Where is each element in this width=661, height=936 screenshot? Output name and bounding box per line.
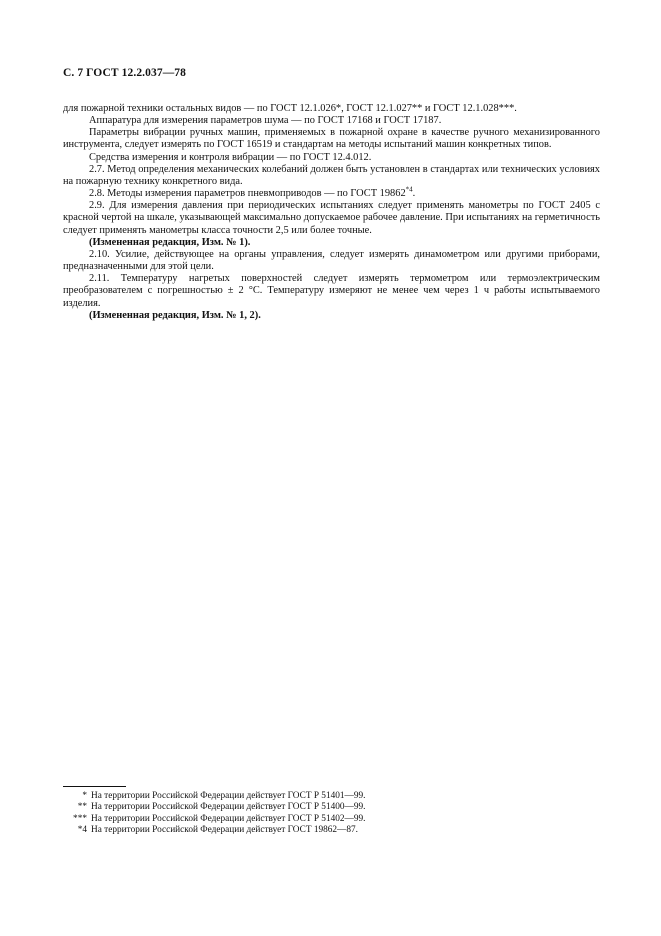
footnote-mark: *** xyxy=(73,813,87,824)
footnote-divider xyxy=(63,786,126,787)
clause-2-8-text: 2.8. Методы измерения параметров пневмоприводов — по ГОСТ 19862 xyxy=(89,188,406,200)
footnotes xyxy=(63,791,600,836)
footnote-text: На территории Российской Федерации действует ГОСТ Р 51400—99. xyxy=(91,802,366,813)
footnote-3 xyxy=(63,814,600,825)
main-text xyxy=(63,103,600,322)
clause-2-8 xyxy=(63,185,600,200)
footnote-1 xyxy=(63,791,600,802)
footnote-mark: ** xyxy=(77,802,87,813)
amendment-note-1: (Измененная редакция, Изм. № 1). xyxy=(89,236,251,248)
page-header: С. 7 ГОСТ 12.2.037—78 xyxy=(63,67,186,79)
clause-2-9: 2.9. Для измерения давления при периодических испытаниях следует применять манометры по ГОСТ 2405 с красной чертой на шкале, указывающей максимально допускаемое рабочее давление. При испытаниях на герметичность следует применять манометры класса точности 2,5 или более точные. xyxy=(63,200,600,236)
clause-2-11: 2.11. Температуру нагретых поверхностей следует измерять термометром или термоэлектрическим преобразователем с погрешностью ± 2 °С. Температуру измеряют не менее чем через 1 ч работы испытываемого изделия. xyxy=(63,273,600,309)
paragraph-vibration-parameters: Параметры вибрации ручных машин, применяемых в пожарной охране в качестве ручного механизированного инструмента, следует измерять по ГОСТ 16519 и стандартам на методы испытаний машин конкретных типов. xyxy=(63,127,600,151)
footnote-mark: * xyxy=(82,791,87,801)
paragraph-vibration-instruments: Средства измерения и контроля вибрации — по ГОСТ 12.4.012. xyxy=(89,151,372,163)
amendment-note-2: (Измененная редакция, Изм. № 1, 2). xyxy=(89,309,261,321)
clause-2-10: 2.10. Усилие, действующее на органы управления, следует измерять динамометром или другими приборами, предназначенными для этой цели. xyxy=(63,248,600,273)
footnote-4 xyxy=(63,825,600,836)
footnote-text: На территории Российской Федерации действует ГОСТ 19862—87. xyxy=(91,824,358,835)
footnote-ref-4: *4 xyxy=(405,185,413,194)
paragraph-noise-equipment-continued: для пожарной техники остальных видов — по ГОСТ 12.1.026*, ГОСТ 12.1.027** и ГОСТ 12.1.028***. xyxy=(63,103,517,114)
paragraph-noise-apparatus: Аппаратура для измерения параметров шума — по ГОСТ 17168 и ГОСТ 17187. xyxy=(89,115,442,127)
footnote-text: На территории Российской Федерации действует ГОСТ Р 51401—99. xyxy=(91,791,366,801)
clause-2-7: 2.7. Метод определения механических колебаний должен быть установлен в стандартах или технических условиях на пожарную технику конкретного вида. xyxy=(63,163,600,187)
footnote-text: На территории Российской Федерации действует ГОСТ Р 51402—99. xyxy=(91,813,366,824)
footnote-2 xyxy=(63,802,600,813)
clause-2-8-end: . xyxy=(412,188,416,200)
footnote-mark: *4 xyxy=(77,824,87,835)
